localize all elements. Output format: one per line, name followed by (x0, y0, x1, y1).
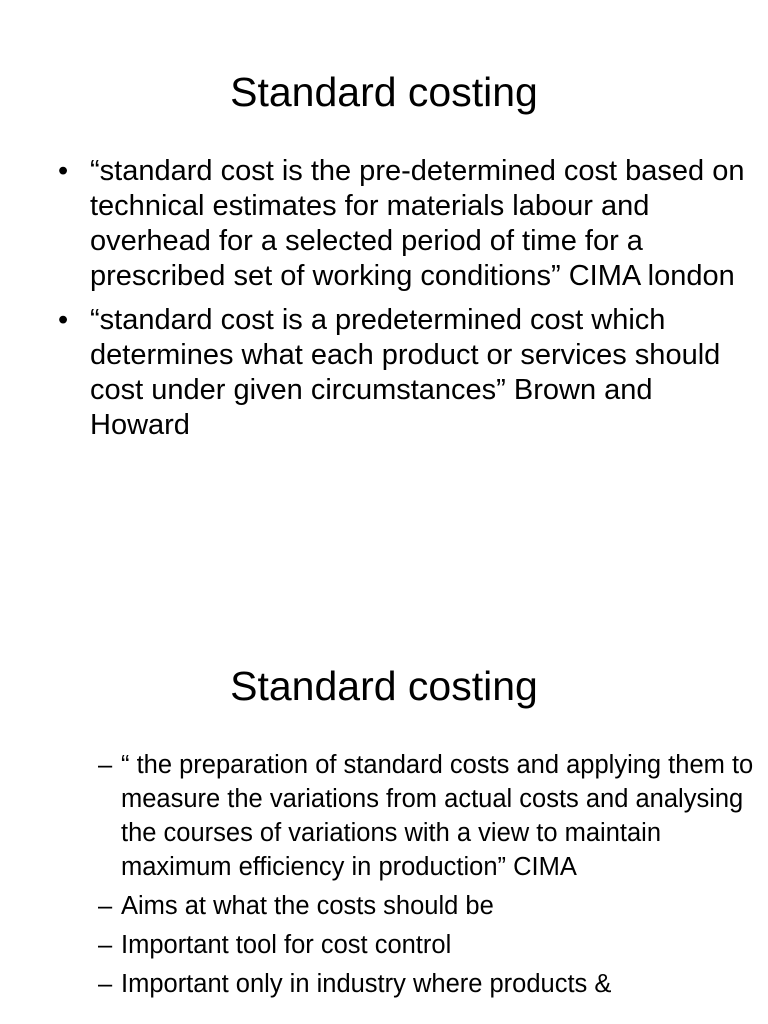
dash-marker: – (98, 751, 113, 779)
bullet-item (58, 154, 758, 294)
dash-text: Important tool for cost control (121, 931, 452, 959)
dash-text: Important only in industry where products & (121, 970, 612, 998)
slide-2 (0, 600, 768, 1024)
bullet-text: “standard cost is the pre-determined cost based on technical estimates for materials labour and overhead for a selected period of time for a prescribed set of working conditions” CIMA london (90, 155, 745, 292)
dash-item (98, 889, 758, 923)
dash-marker: – (98, 970, 113, 998)
dash-marker: – (98, 931, 113, 959)
dash-text: Aims at what the costs should be (121, 892, 494, 920)
dash-marker: – (98, 892, 113, 920)
dash-item (98, 967, 758, 1001)
bullet-marker: • (58, 304, 69, 336)
bullet-marker: • (58, 155, 69, 187)
dash-item (98, 748, 758, 884)
bullet-list (58, 154, 758, 452)
slide-title: Standard costing (230, 69, 538, 115)
dash-text: “ the preparation of standard costs and applying them to measure the variations from actual costs and analysing the courses of variations with a view to maintain maximum efficiency in production” CIMA (121, 751, 754, 881)
slide-title: Standard costing (230, 663, 538, 709)
bullet-item (58, 303, 758, 443)
bullet-text: “standard cost is a predetermined cost which determines what each product or services should cost under given circumstances” Brown and Howard (90, 304, 721, 441)
dash-list (98, 748, 758, 1006)
dash-item (98, 928, 758, 962)
